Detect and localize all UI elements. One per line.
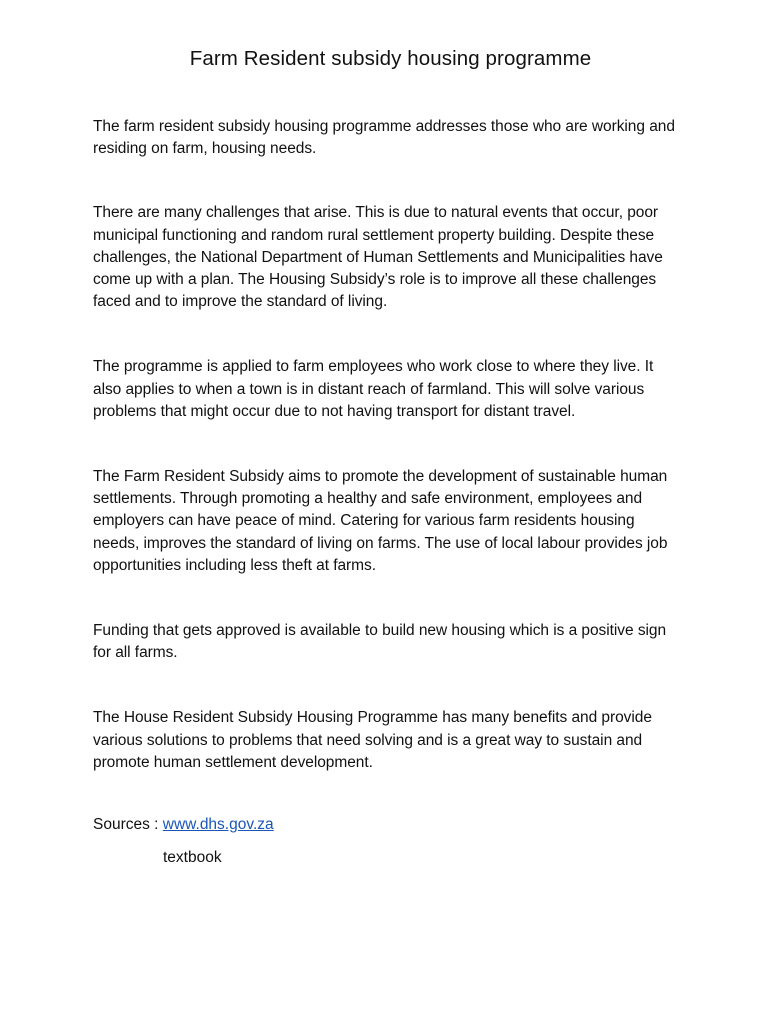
- sources-extra: textbook: [163, 849, 222, 867]
- sources-link[interactable]: www.dhs.gov.za: [162, 816, 274, 834]
- sources-line: [93, 814, 680, 836]
- paragraph-intro: The farm resident subsidy housing programme addresses those who are working and residing on farm, housing needs.: [93, 118, 675, 158]
- paragraph-challenges: There are many challenges that arise. This is due to natural events that occur, poor municipal functioning and random rural settlement property building. Despite these challenges, the National Department of Human Settlements and Municipalities have come up with a plan. The Housing Subsidy’s role is to improve all these challenges faced and to improve the standard of living.: [93, 204, 663, 311]
- paragraph-conclusion: The House Resident Subsidy Housing Programme has many benefits and provide various solutions to problems that need solving and is a great way to sustain and promote human settlement development.: [93, 709, 652, 771]
- paragraph-application: The programme is applied to farm employees who work close to where they live. It also applies to when a town is in distant reach of farmland. This will solve various problems that might occur due to not having transport for distant travel.: [93, 358, 654, 420]
- paragraph-aims: The Farm Resident Subsidy aims to promote the development of sustainable human settlements. Through promoting a healthy and safe environment, employees and employers can have peace of mind. Catering for various farm residents housing needs, improves the standard of living on farms. The use of local labour provides job opportunities including less theft at farms.: [93, 468, 668, 574]
- paragraph-funding: Funding that gets approved is available to build new housing which is a positive sign for all farms.: [93, 622, 667, 662]
- sources-label: Sources :: [93, 816, 163, 834]
- document-title: Farm Resident subsidy housing programme: [189, 47, 592, 70]
